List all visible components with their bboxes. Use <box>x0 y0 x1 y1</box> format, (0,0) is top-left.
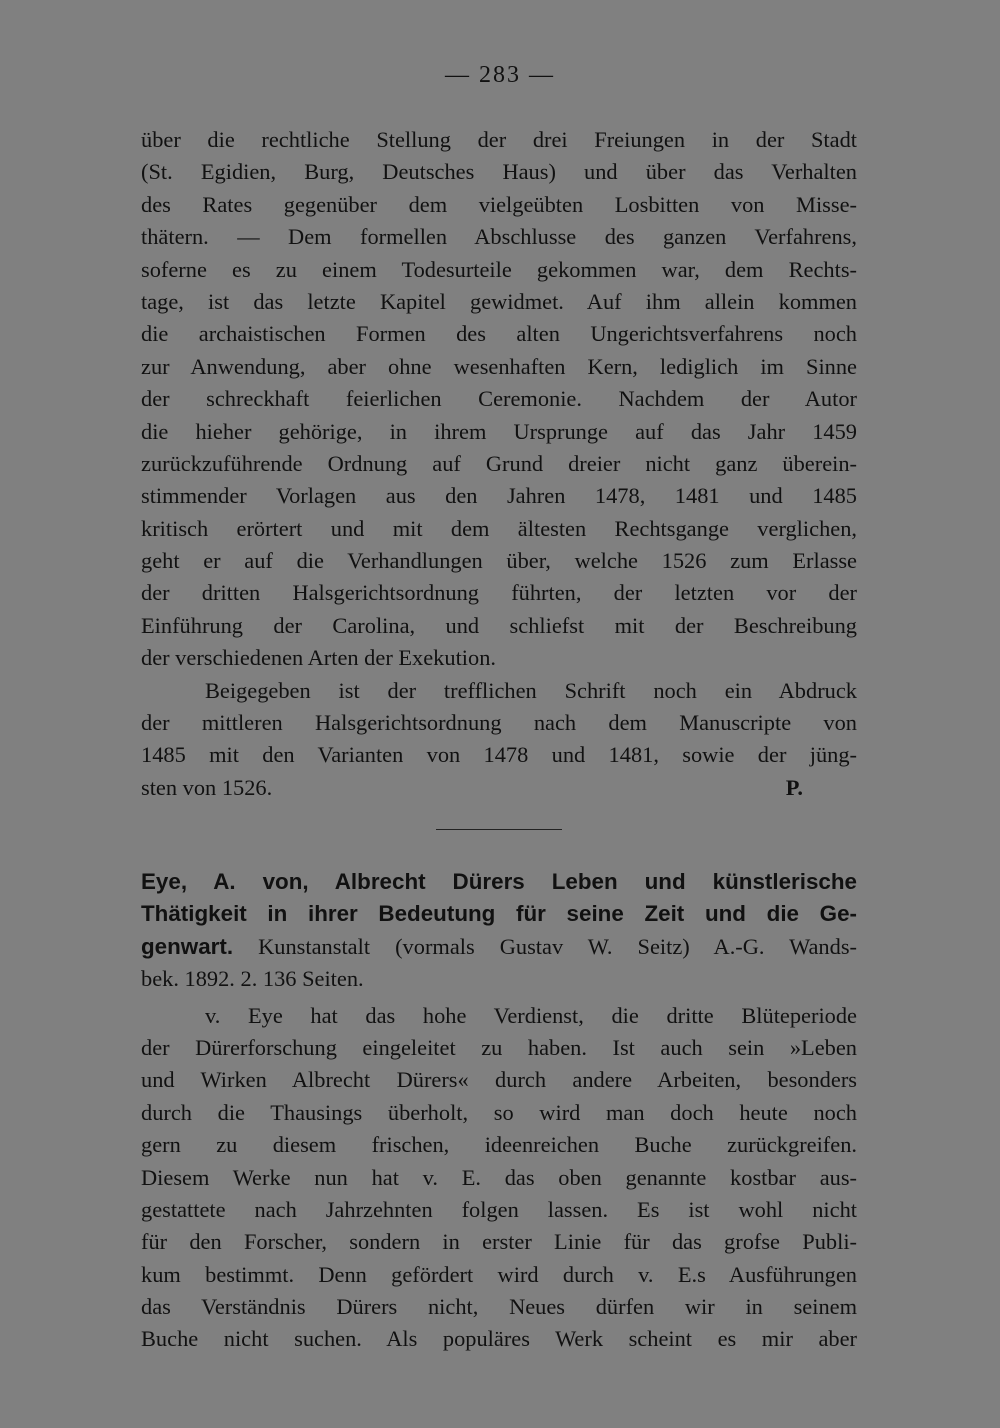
text-line: der schreckhaft feierlichen Ceremonie. Nachdem der Autor <box>141 386 857 412</box>
text-line: Einführung der Carolina, und schliefst mit der Beschreibung <box>141 612 857 638</box>
review-heading-line <box>141 898 857 930</box>
text-line: zurückzuführende Ordnung auf Grund dreier nicht ganz überein- <box>141 450 857 476</box>
publisher-info: Kunstanstalt (vormals Gustav W. Seitz) A.-G. Wands- <box>233 933 857 959</box>
text-line: tage, ist das letzte Kapitel gewidmet. Auf ihm allein kommen <box>141 288 857 314</box>
text-line: kritisch erörtert und mit dem ältesten Rechtsgange verglichen, <box>141 515 857 541</box>
text-line: stimmender Vorlagen aus den Jahren 1478, 1481 und 1485 <box>141 483 857 509</box>
text-line: Beigegeben ist der trefflichen Schrift noch ein Abdruck <box>205 677 857 703</box>
review-heading-line <box>141 931 857 963</box>
text-line: der Dürerforschung eingeleitet zu haben. Ist auch sein »Leben <box>141 1034 857 1060</box>
text-line: sten von 1526. <box>141 774 273 800</box>
text-line: für den Forscher, sondern in erster Linie für das grofse Publi- <box>141 1229 857 1255</box>
text-line: durch die Thausings überholt, so wird man doch heute noch <box>141 1099 857 1125</box>
text-line: das Verständnis Dürers nicht, Neues dürfen wir in seinem <box>141 1294 857 1320</box>
text-line: v. Eye hat das hohe Verdienst, die dritte Blüteperiode <box>205 1002 857 1028</box>
text-line: 1485 mit den Varianten von 1478 und 1481, sowie der jüng- <box>141 742 857 768</box>
review-heading-line <box>141 866 857 898</box>
text-line: kum bestimmt. Denn gefördert wird durch v. E.s Ausführungen <box>141 1261 857 1287</box>
reviewer-signature: P. <box>785 774 803 800</box>
book-title: Eye, A. von, Albrecht Dürers Leben und künstlerische <box>141 869 857 894</box>
text-line: Buche nicht suchen. Als populäres Werk scheint es mir aber <box>141 1326 857 1352</box>
text-line: und Wirken Albrecht Dürers« durch andere Arbeiten, besonders <box>141 1067 857 1093</box>
text-line: die archaistischen Formen des alten Ungerichtsverfahrens noch <box>141 321 857 347</box>
text-line: thätern. — Dem formellen Abschlusse des ganzen Verfahrens, <box>141 224 857 250</box>
text-line: der dritten Halsgerichtsordnung führten, der letzten vor der <box>141 580 857 606</box>
text-line: zur Anwendung, aber ohne wesenhaften Kern, lediglich im Sinne <box>141 353 857 379</box>
section-divider <box>436 829 562 830</box>
text-line: des Rates gegenüber dem vielgeübten Losbitten von Misse- <box>141 191 857 217</box>
page-number: — 283 — <box>445 62 555 88</box>
text-line: der mittleren Halsgerichtsordnung nach dem Manuscripte von <box>141 710 857 736</box>
text-line: die hieher gehörige, in ihrem Ursprunge auf das Jahr 1459 <box>141 418 857 444</box>
book-title: Thätigkeit in ihrer Bedeutung für seine Zeit und die Ge- <box>141 901 857 927</box>
text-line: der verschiedenen Arten der Exekution. <box>141 645 497 671</box>
text-line: Diesem Werke nun hat v. E. das oben genannte kostbar aus- <box>141 1164 857 1190</box>
review-1-body <box>141 124 857 804</box>
text-line: (St. Egidien, Burg, Deutsches Haus) und über das Verhalten <box>141 159 857 185</box>
text-line: geht er auf die Verhandlungen über, welche 1526 zum Erlasse <box>141 548 857 574</box>
publication-info: bek. 1892. 2. 136 Seiten. <box>141 966 364 992</box>
review-2 <box>141 866 857 1356</box>
signature-line <box>141 772 857 804</box>
book-title: genwart. <box>141 933 234 959</box>
text-line: über die rechtliche Stellung der drei Freiungen in der Stadt <box>141 127 857 152</box>
text-line: gestattete nach Jahrzehnten folgen lassen. Es ist wohl nicht <box>141 1196 857 1222</box>
text-line: soferne es zu einem Todesurteile gekommen war, dem Rechts- <box>141 256 857 282</box>
text-line: gern zu diesem frischen, ideenreichen Buche zurückgreifen. <box>141 1132 857 1158</box>
